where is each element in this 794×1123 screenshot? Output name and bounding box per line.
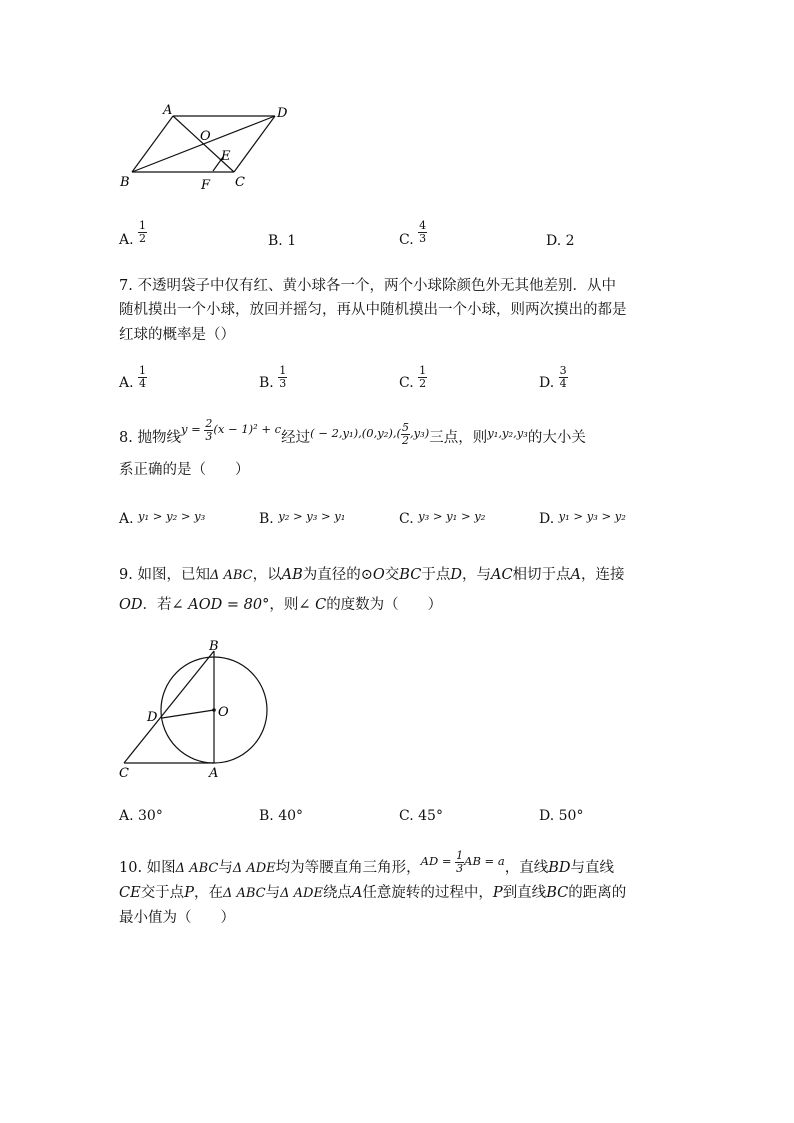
label-f: F: [201, 178, 211, 193]
q10-equation: AD = $\frac{1}{3}$ AB = a: [420, 849, 505, 875]
q8-vars: y₁,y₂,y₃: [487, 426, 528, 441]
q6-option-b: B. 1: [268, 233, 297, 249]
label-o: O: [218, 705, 229, 720]
label-c: C: [119, 766, 129, 780]
label-b: B: [209, 639, 219, 654]
q8-line-1: 8. 抛物线 y = $\frac{2}{3}$ (x − 1)² + c 经过 ( − 2,y₁),(0,y₂),( $\frac{5}{2}$ ,y₃) 三点，则 y₁,y₂,y₃ 的大小关: [119, 417, 586, 447]
center-dot: [212, 708, 216, 712]
q6-option-d: D. 2: [546, 233, 575, 249]
label-d: D: [277, 106, 288, 121]
q9-line-2: OD．若∠ AOD = 80°，则∠ C的度数为（ ）: [119, 597, 443, 613]
q7-option-c: C. $\frac{1}{2}$: [399, 364, 427, 392]
q7-line-2: 随机摸出一个小球，放回并摇匀，再从中随机摸出一个小球，则两次摸出的都是: [119, 302, 627, 318]
label-a: A: [209, 766, 219, 780]
q9-option-d: D. 50°: [539, 808, 584, 824]
segment-cb: [124, 651, 214, 763]
label-c: C: [235, 175, 245, 190]
q8-line-2: 系正确的是（ ）: [119, 462, 250, 478]
q8-prefix: 8. 抛物线: [119, 429, 181, 446]
parallelogram-figure: [110, 98, 300, 194]
q8-option-d: D. $^{y_1 > y_3 > y_2}$: [539, 509, 626, 527]
q9-option-c: C. 45°: [399, 808, 443, 824]
q10-line-1: 10. 如图 Δ ABC 与 Δ ADE 均为等腰直角三角形， AD = $\frac{1}{3}$ AB = a ，直线 BD 与直线: [119, 849, 614, 876]
q10-line-3: 最小值为（ ）: [119, 910, 235, 926]
label-e: E: [221, 149, 231, 164]
q7-option-d: D. $\frac{3}{4}$: [539, 364, 567, 392]
q7-line-1: 7. 不透明袋子中仅有红、黄小球各一个，两个小球除颜色外无其他差别．从中: [119, 278, 616, 294]
label-b: B: [120, 175, 130, 190]
q7-line-3: 红球的概率是（）: [119, 327, 235, 343]
label-d: D: [147, 710, 158, 725]
q6-option-a: A. $\frac{1}{2}$: [119, 219, 147, 249]
q10-line-2: CE交于点P，在Δ ABC与Δ ADE绕点A任意旋转的过程中，P到直线BC的距离的: [119, 885, 627, 901]
q7-option-a: A. $\frac{1}{4}$: [119, 364, 147, 392]
label-a: A: [163, 103, 173, 118]
segment-od: [162, 710, 214, 718]
q8-option-c: C. $^{y_3 > y_1 > y_2}$: [399, 509, 486, 527]
q8-equation: y = $\frac{2}{3}$ (x − 1)² + c: [180, 417, 282, 443]
q8-option-b: B. $^{y_2 > y_3 > y_1}$: [259, 509, 346, 527]
q9-option-a: A. 30°: [119, 808, 163, 824]
q9-option-b: B. 40°: [259, 808, 304, 824]
q8-option-a: A. $^{y_1 > y_2 > y_3}$: [119, 509, 206, 527]
q9-line-1: 9. 如图，已知Δ ABC，以AB为直径的⊙O交BC于点D，与AC相切于点A，连接: [119, 567, 625, 583]
circle-tangent-figure: [110, 634, 280, 780]
q6-option-c: C. $\frac{4}{3}$: [399, 219, 427, 249]
q8-points: ( − 2,y₁),(0,y₂),( $\frac{5}{2}$ ,y₃): [310, 421, 430, 447]
label-o: O: [200, 129, 211, 144]
q7-option-b: B. $\frac{1}{3}$: [259, 364, 287, 392]
